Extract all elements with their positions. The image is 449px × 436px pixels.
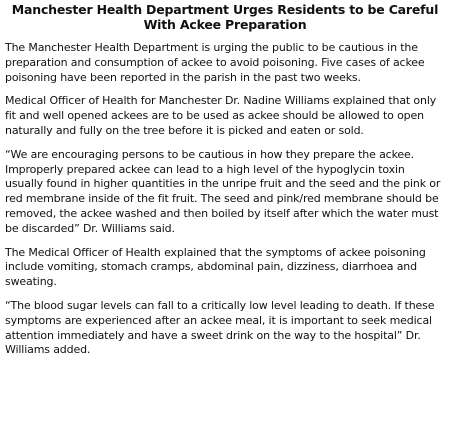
paragraph-intro: The Manchester Health Department is urging the public to be cautious in the preparation and consumption of ackee to avoid poisoning. Five cases of ackee poisoning have been reported in the parish in the past two weeks.	[5, 41, 425, 84]
paragraph-quote-blood-sugar: “The blood sugar levels can fall to a critically low level leading to death. If these symptoms are experienced after an ackee meal, it is important to seek medical attention immediately and have a sweet drink on the way to the hospital” Dr. Williams added.	[5, 298, 435, 357]
article-title	[5, 2, 445, 32]
paragraph-symptoms: The Medical Officer of Health explained that the symptoms of ackee poisoning include vomiting, stomach cramps, abdominal pain, dizziness, diarrhoea and sweating.	[5, 245, 426, 289]
paragraph-medical-officer: Medical Officer of Health for Manchester Dr. Nadine Williams explained that only fit and well opened ackees are to be used as ackee should be allowed to open naturally and fully on the tree before it is picked and eaten or sold.	[5, 94, 437, 137]
article	[5, 2, 445, 358]
article-title-line-1: Manchester Health Department Urges Residents to be Careful	[11, 2, 439, 17]
article-title-line-2: With Ackee Preparation	[143, 17, 307, 32]
paragraph-quote-preparation: “We are encouraging persons to be cautious in how they prepare the ackee. Improperly prepared ackee can lead to a high level of the hypoglycin toxin usually found in higher quantities in the unripe fruit and the seed and the pink or red membrane inside of the fit fruit. The seed and pink/red membrane should be removed, the ackee washed and then boiled by itself after which the water must be discarded” Dr. Williams said.	[5, 147, 441, 235]
